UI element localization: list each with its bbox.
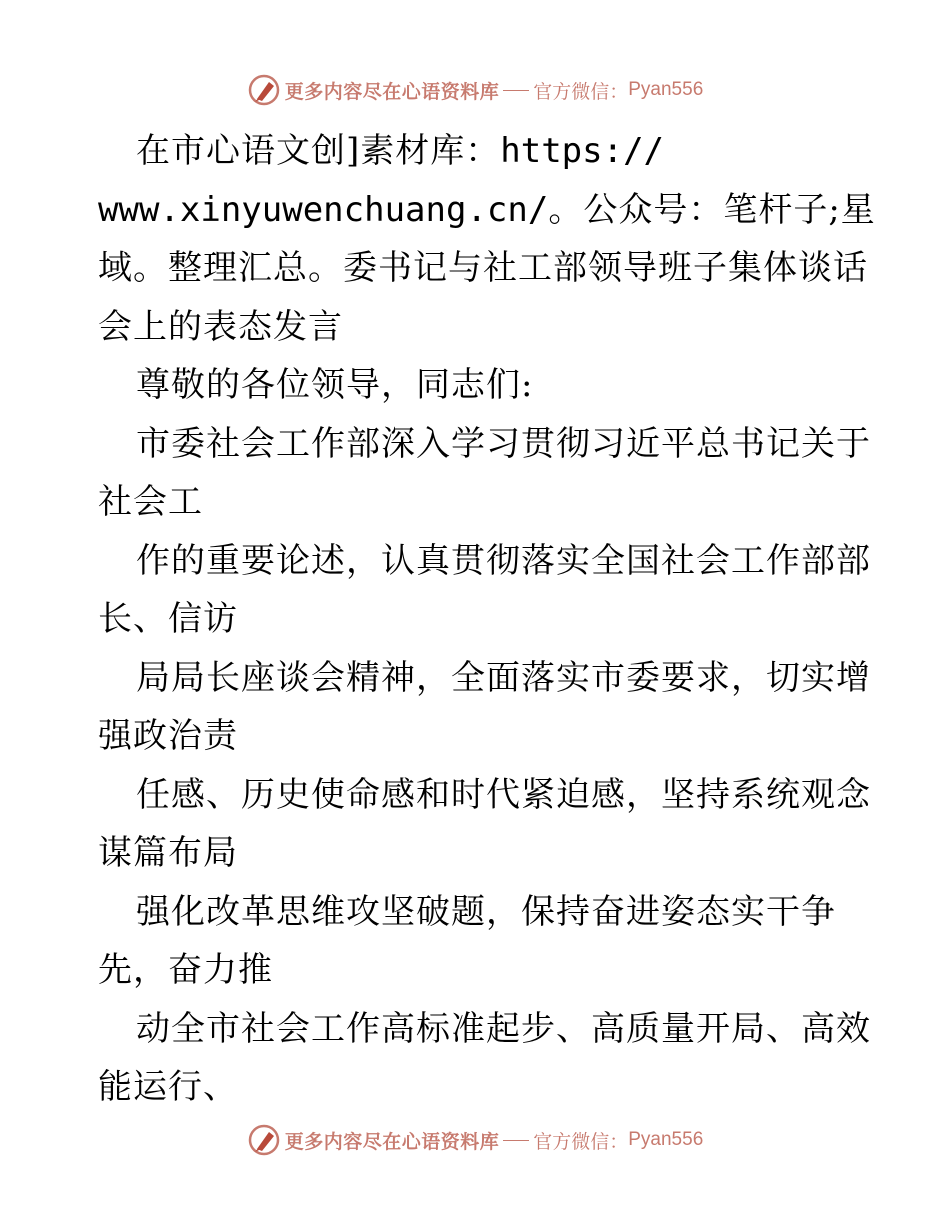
source-url-part2: www.xinyuwenchuang.cn/ (98, 189, 549, 230)
intro-text: 在市心语文创]素材库： (136, 131, 501, 171)
paragraph-line (98, 181, 876, 240)
paragraph-line: 强化改革思维攻坚破题，保持奋进姿态实干争 (136, 891, 836, 932)
pen-nib-logo-icon (247, 73, 281, 107)
paragraph-line: 市委社会工作部深入学习贯彻习近平总书记关于 (136, 423, 871, 464)
paragraph-line: 动全市社会工作高标准起步、高质量开局、高效 (136, 1008, 871, 1049)
document-title-line: 会上的表态发言 (98, 306, 343, 347)
paragraph-line (98, 122, 858, 181)
paragraph-line: 社会工 (98, 482, 203, 522)
paragraph-line: 能运行、 (98, 1067, 238, 1107)
watermark-account: Pyan556 (628, 1129, 704, 1150)
paragraph-line: 作的重要论述，认真贯彻落实全国社会工作部部 (136, 540, 871, 581)
paragraph-line: 局局长座谈会精神，全面落实市委要求，切实增 (136, 657, 871, 698)
intro-text: 。公众号：笔杆子;星 (548, 189, 876, 230)
watermark-account: Pyan556 (628, 79, 704, 100)
watermark-wechat-label: 官方微信： (533, 1130, 629, 1153)
watermark-wechat-label: 官方微信： (533, 80, 629, 103)
document-body (98, 122, 876, 1117)
paragraph-line: 任感、历史使命感和时代紧迫感，坚持系统观念 (136, 774, 871, 815)
paragraph-line: 强政治责 (98, 716, 238, 756)
watermark-brand-text: 更多内容尽在心语资料库 (284, 1130, 500, 1153)
source-url-part1: https:// (500, 131, 665, 171)
paragraph-line: 谋篇布局 (98, 833, 238, 873)
paragraph-line: 域。整理汇总。委书记与社工部领导班子集体谈话 (98, 248, 868, 288)
watermark-brand-text: 更多内容尽在心语资料库 (284, 80, 500, 103)
paragraph-line: 先，奋力推 (98, 950, 273, 990)
header-watermark (0, 70, 950, 110)
footer-watermark (0, 1120, 950, 1160)
watermark-dash (503, 1140, 529, 1141)
paragraph-line: 长、信访 (98, 599, 238, 639)
pen-nib-logo-icon (247, 1123, 281, 1157)
watermark-dash (503, 90, 529, 91)
greeting: 尊敬的各位领导，同志们: (136, 365, 534, 405)
